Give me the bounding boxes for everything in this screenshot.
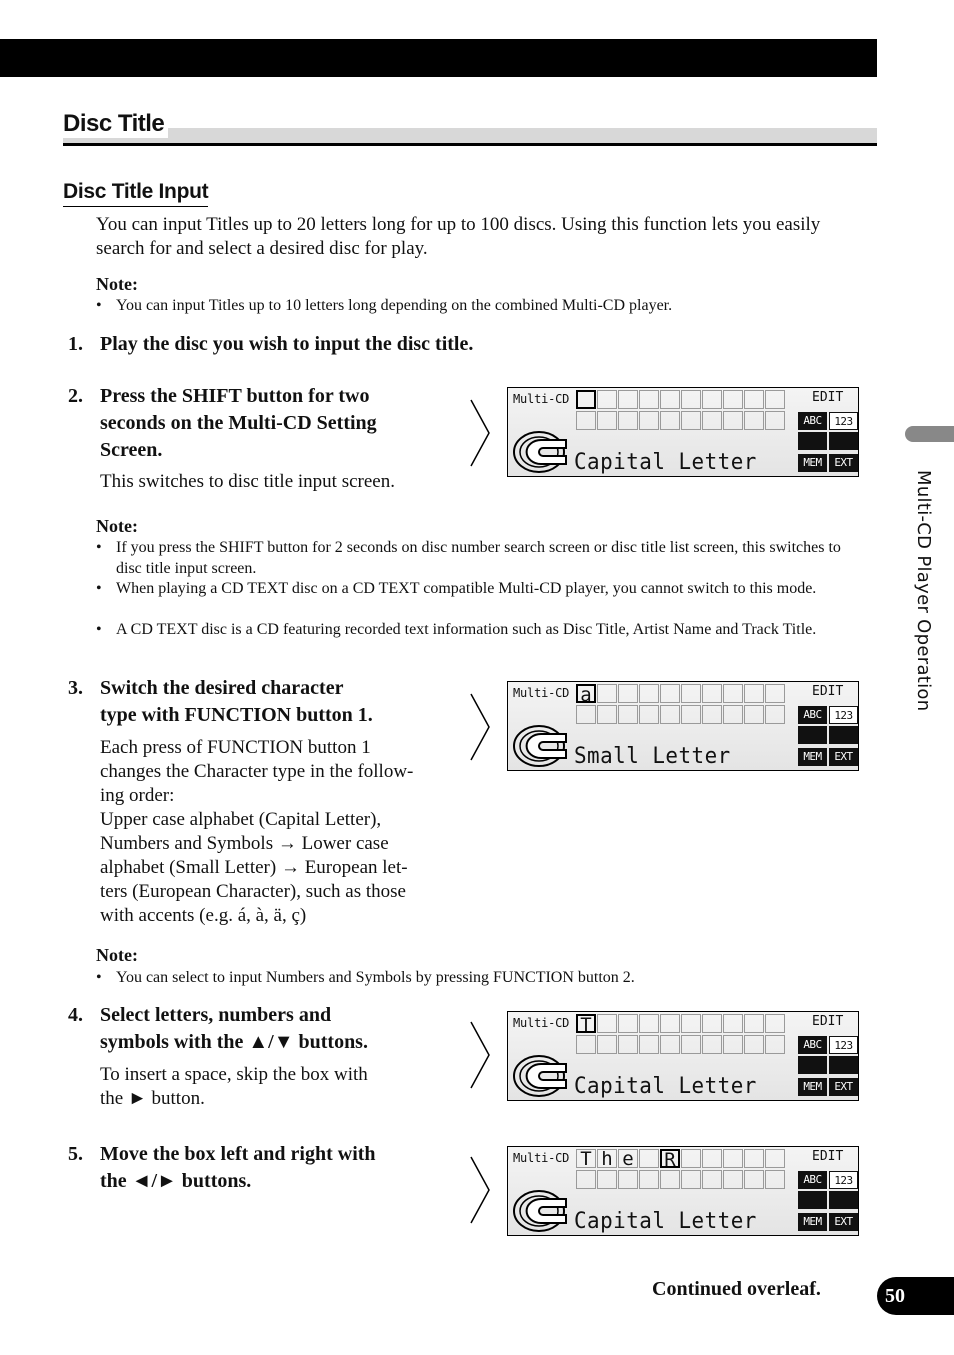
- num-indicator: 123: [829, 706, 858, 724]
- char-type-label: Small Letter: [574, 744, 731, 769]
- lcd-display: [507, 1146, 859, 1236]
- title-char-grid: [576, 1014, 786, 1056]
- char-cell: [723, 411, 743, 430]
- char-type-label: Capital Letter: [574, 450, 757, 475]
- title-char-grid: [576, 390, 786, 432]
- step-4-desc: [100, 1063, 368, 1111]
- note-label: Note:: [96, 945, 138, 965]
- step-title-line: seconds on the Multi-CD Setting: [100, 412, 377, 434]
- disc-icon: [511, 720, 573, 768]
- char-cell: [723, 1035, 743, 1054]
- char-cell: [744, 411, 764, 430]
- header-bar: [0, 39, 877, 77]
- disc-icon: [511, 1050, 573, 1098]
- edit-label: EDIT: [812, 1149, 844, 1164]
- char-cell: [576, 390, 596, 409]
- char-cell: [597, 1035, 617, 1054]
- char-cell: [618, 705, 638, 724]
- step-3-desc: [100, 736, 413, 928]
- char-cell: T: [576, 1149, 596, 1168]
- step-number: 2.: [68, 385, 83, 407]
- char-cell: [702, 684, 722, 703]
- char-cell: [639, 411, 659, 430]
- note-bullet: • A CD TEXT disc is a CD featuring recorded text information such as Disc Title, Artist Name and Track Title.: [96, 620, 861, 641]
- mem-indicator: MEM: [798, 1213, 827, 1231]
- char-cell: [702, 705, 722, 724]
- char-cell: [639, 1170, 659, 1189]
- abc-indicator: ABC: [798, 1036, 827, 1054]
- chevron-right-icon: [469, 692, 493, 762]
- lcd-mode-label: Multi-CD: [513, 686, 570, 700]
- desc-line: To insert a space, skip the box with: [100, 1064, 368, 1085]
- char-cell: [618, 390, 638, 409]
- char-cell: [702, 1014, 722, 1033]
- lcd-mode-label: Multi-CD: [513, 1016, 570, 1030]
- mem-indicator: MEM: [798, 748, 827, 766]
- char-cell: [660, 1014, 680, 1033]
- char-cell: [702, 390, 722, 409]
- char-cell: [618, 1014, 638, 1033]
- char-cell: [723, 684, 743, 703]
- char-cell: [765, 684, 785, 703]
- char-cell: [660, 1035, 680, 1054]
- char-cell: [639, 684, 659, 703]
- char-cell: a: [576, 684, 596, 703]
- char-cell: [681, 1170, 701, 1189]
- mem-indicator: MEM: [798, 454, 827, 472]
- char-type-label: Capital Letter: [574, 1074, 757, 1099]
- char-cell: [681, 1014, 701, 1033]
- intro-paragraph: You can input Titles up to 20 letters long for up to 100 discs. Using this function lets you easily search for and select a desired disc for play.: [96, 214, 821, 259]
- desc-line: Upper case alphabet (Capital Letter),: [100, 809, 382, 830]
- num-indicator: 123: [829, 1036, 858, 1054]
- desc-line: with accents (e.g. á, à, ä, ç): [100, 905, 307, 926]
- desc-line: Each press of FUNCTION button 1: [100, 737, 371, 758]
- char-cell: [702, 1035, 722, 1054]
- abc-indicator: ABC: [798, 706, 827, 724]
- ext-indicator: EXT: [829, 1213, 858, 1231]
- num-indicator: 123: [829, 412, 858, 430]
- char-cell: [765, 1170, 785, 1189]
- ext-indicator: EXT: [829, 454, 858, 472]
- chevron-right-icon: [469, 1020, 493, 1090]
- step-title-line: type with FUNCTION button 1.: [100, 704, 373, 726]
- char-cell: [639, 390, 659, 409]
- blank-indicator: [829, 1056, 858, 1074]
- char-cell: [765, 390, 785, 409]
- char-cell: [765, 705, 785, 724]
- char-cell: [744, 684, 764, 703]
- step-number: 4.: [68, 1004, 83, 1026]
- lcd-mode-label: Multi-CD: [513, 392, 570, 406]
- subheading: Disc Title Input: [63, 180, 208, 207]
- title-char-grid: [576, 684, 786, 726]
- lcd-display: [507, 681, 859, 771]
- char-cell: [576, 705, 596, 724]
- char-cell: [660, 411, 680, 430]
- char-cell: [765, 411, 785, 430]
- page-number: 50: [877, 1277, 954, 1315]
- char-cell: [744, 1014, 764, 1033]
- char-cell: [681, 684, 701, 703]
- desc-line: ters (European Character), such as those: [100, 881, 406, 902]
- char-cell: [576, 1170, 596, 1189]
- char-cell: [660, 1170, 680, 1189]
- char-cell: [765, 1149, 785, 1168]
- char-cell: [618, 684, 638, 703]
- char-cell: [660, 684, 680, 703]
- char-cell: [723, 705, 743, 724]
- step-number: 1.: [68, 333, 83, 355]
- step-number: 5.: [68, 1143, 83, 1165]
- char-cell: [681, 390, 701, 409]
- edit-label: EDIT: [812, 390, 844, 405]
- desc-line: the ► button.: [100, 1088, 205, 1109]
- lcd-mode-label: Multi-CD: [513, 1151, 570, 1165]
- char-cell: [639, 705, 659, 724]
- char-cell: [597, 390, 617, 409]
- ext-indicator: EXT: [829, 1078, 858, 1096]
- note-bullet: • When playing a CD TEXT disc on a CD TEXT compatible Multi-CD player, you cannot switch to this mode.: [96, 579, 861, 600]
- side-chapter-label: Multi-CD Player Operation: [913, 470, 934, 712]
- char-cell: [681, 705, 701, 724]
- step-title-line: symbols with the ▲/▼ buttons.: [100, 1031, 368, 1053]
- char-cell: [744, 390, 764, 409]
- section-title-text: Disc Title: [63, 110, 168, 138]
- char-cell: [744, 1170, 764, 1189]
- char-cell: [597, 1170, 617, 1189]
- lcd-display: [507, 387, 859, 477]
- chevron-right-icon: [469, 1155, 493, 1225]
- desc-line: alphabet (Small Letter) → European let-: [100, 857, 408, 878]
- char-cell: [681, 1149, 701, 1168]
- note-bullet: • You can input Titles up to 10 letters long depending on the combined Multi-CD player.: [96, 296, 876, 317]
- char-type-label: Capital Letter: [574, 1209, 757, 1234]
- char-cell: [618, 411, 638, 430]
- char-cell: [660, 705, 680, 724]
- blank-indicator: [829, 1191, 858, 1209]
- char-cell: [702, 1149, 722, 1168]
- char-cell: [723, 390, 743, 409]
- side-tab: [905, 426, 954, 442]
- char-cell: [639, 1035, 659, 1054]
- disc-icon: [511, 426, 573, 474]
- char-cell: [765, 1014, 785, 1033]
- continued-note: Continued overleaf.: [652, 1278, 821, 1300]
- char-cell: [597, 684, 617, 703]
- char-cell: [702, 411, 722, 430]
- title-band: [63, 128, 877, 143]
- edit-label: EDIT: [812, 684, 844, 699]
- char-cell: T: [576, 1014, 596, 1033]
- blank-indicator: [798, 1056, 827, 1074]
- num-indicator: 123: [829, 1171, 858, 1189]
- char-cell: [702, 1170, 722, 1189]
- disc-icon: [511, 1185, 573, 1233]
- char-cell: [723, 1014, 743, 1033]
- chevron-right-icon: [469, 398, 493, 468]
- ext-indicator: EXT: [829, 748, 858, 766]
- blank-indicator: [798, 726, 827, 744]
- edit-label: EDIT: [812, 1014, 844, 1029]
- abc-indicator: ABC: [798, 412, 827, 430]
- title-char-grid: [576, 1149, 786, 1191]
- char-cell: [681, 411, 701, 430]
- char-cell: [660, 390, 680, 409]
- note-bullet: • You can select to input Numbers and Symbols by pressing FUNCTION button 2.: [96, 968, 876, 989]
- char-cell: R: [660, 1149, 680, 1168]
- char-cell: [765, 1035, 785, 1054]
- desc-line: changes the Character type in the follow-: [100, 761, 414, 782]
- step-title-line: Screen.: [100, 439, 163, 461]
- char-cell: [639, 1149, 659, 1168]
- desc-line: ing order:: [100, 785, 175, 806]
- char-cell: [597, 1014, 617, 1033]
- char-cell: [723, 1170, 743, 1189]
- desc-line: Numbers and Symbols → Lower case: [100, 833, 389, 854]
- char-cell: [639, 1014, 659, 1033]
- blank-indicator: [829, 432, 858, 450]
- char-cell: h: [597, 1149, 617, 1168]
- char-cell: [576, 411, 596, 430]
- abc-indicator: ABC: [798, 1171, 827, 1189]
- blank-indicator: [829, 726, 858, 744]
- note-label: Note:: [96, 274, 138, 294]
- blank-indicator: [798, 432, 827, 450]
- char-cell: [744, 1035, 764, 1054]
- section-title: [63, 110, 877, 146]
- char-cell: [618, 1170, 638, 1189]
- char-cell: [576, 1035, 596, 1054]
- step-title-line: Move the box left and right with: [100, 1143, 376, 1165]
- char-cell: [744, 1149, 764, 1168]
- note-label: Note:: [96, 516, 138, 536]
- step-title-line: Select letters, numbers and: [100, 1004, 332, 1026]
- char-cell: [597, 411, 617, 430]
- step-title-line: Press the SHIFT button for two: [100, 385, 370, 407]
- char-cell: [597, 705, 617, 724]
- mem-indicator: MEM: [798, 1078, 827, 1096]
- step-title-line: the ◄/► buttons.: [100, 1170, 252, 1192]
- char-cell: [744, 705, 764, 724]
- char-cell: e: [618, 1149, 638, 1168]
- step-2-desc: This switches to disc title input screen.: [100, 471, 395, 492]
- step-title: Play the disc you wish to input the disc title.: [100, 333, 474, 355]
- step-title-line: Switch the desired character: [100, 677, 344, 699]
- char-cell: [618, 1035, 638, 1054]
- step-number: 3.: [68, 677, 83, 699]
- lcd-display: [507, 1011, 859, 1101]
- char-cell: [681, 1035, 701, 1054]
- note-bullet: • If you press the SHIFT button for 2 seconds on disc number search screen or disc title list screen, this switches to disc title input screen.: [96, 538, 861, 579]
- blank-indicator: [798, 1191, 827, 1209]
- char-cell: [723, 1149, 743, 1168]
